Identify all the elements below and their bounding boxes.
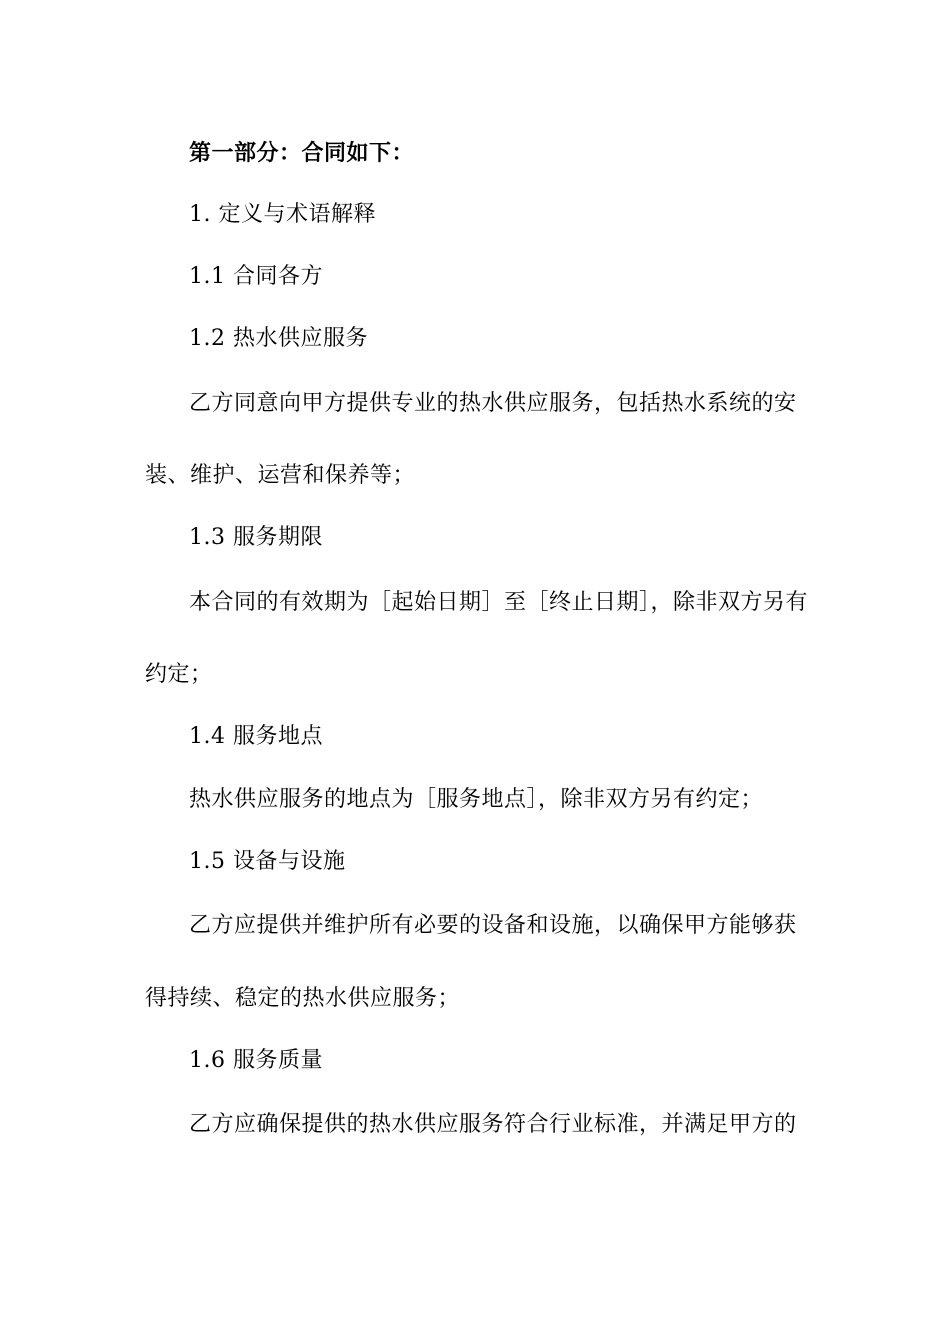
subsection-heading: 1.6 服务质量 (189, 1048, 323, 1073)
section-heading: 1. 定义与术语解释 (189, 202, 376, 227)
subsection-heading: 1.5 设备与设施 (189, 849, 346, 874)
paragraph-line: 热水供应服务的地点为［服务地点］，除非双方另有约定； (189, 787, 764, 812)
paragraph-line: 装、维护、运营和保养等； (145, 463, 416, 488)
paragraph-line: 乙方应提供并维护所有必要的设备和设施，以确保甲方能够获 (189, 913, 797, 938)
subsection-heading: 1.3 服务期限 (189, 525, 323, 550)
subsection-heading: 1.4 服务地点 (189, 724, 323, 749)
paragraph-line: 得持续、稳定的热水供应服务； (145, 986, 461, 1011)
subsection-heading: 1.1 合同各方 (189, 264, 323, 289)
part-heading: 第一部分：合同如下： (189, 140, 415, 166)
paragraph-line: 约定； (145, 662, 213, 687)
paragraph-line: 乙方应确保提供的热水供应服务符合行业标准，并满足甲方的 (189, 1112, 797, 1137)
paragraph-line: 乙方同意向甲方提供专业的热水供应服务，包括热水系统的安 (189, 391, 797, 416)
subsection-heading: 1.2 热水供应服务 (189, 326, 368, 351)
paragraph-line: 本合同的有效期为［起始日期］至［终止日期］，除非双方另有 (189, 590, 809, 615)
